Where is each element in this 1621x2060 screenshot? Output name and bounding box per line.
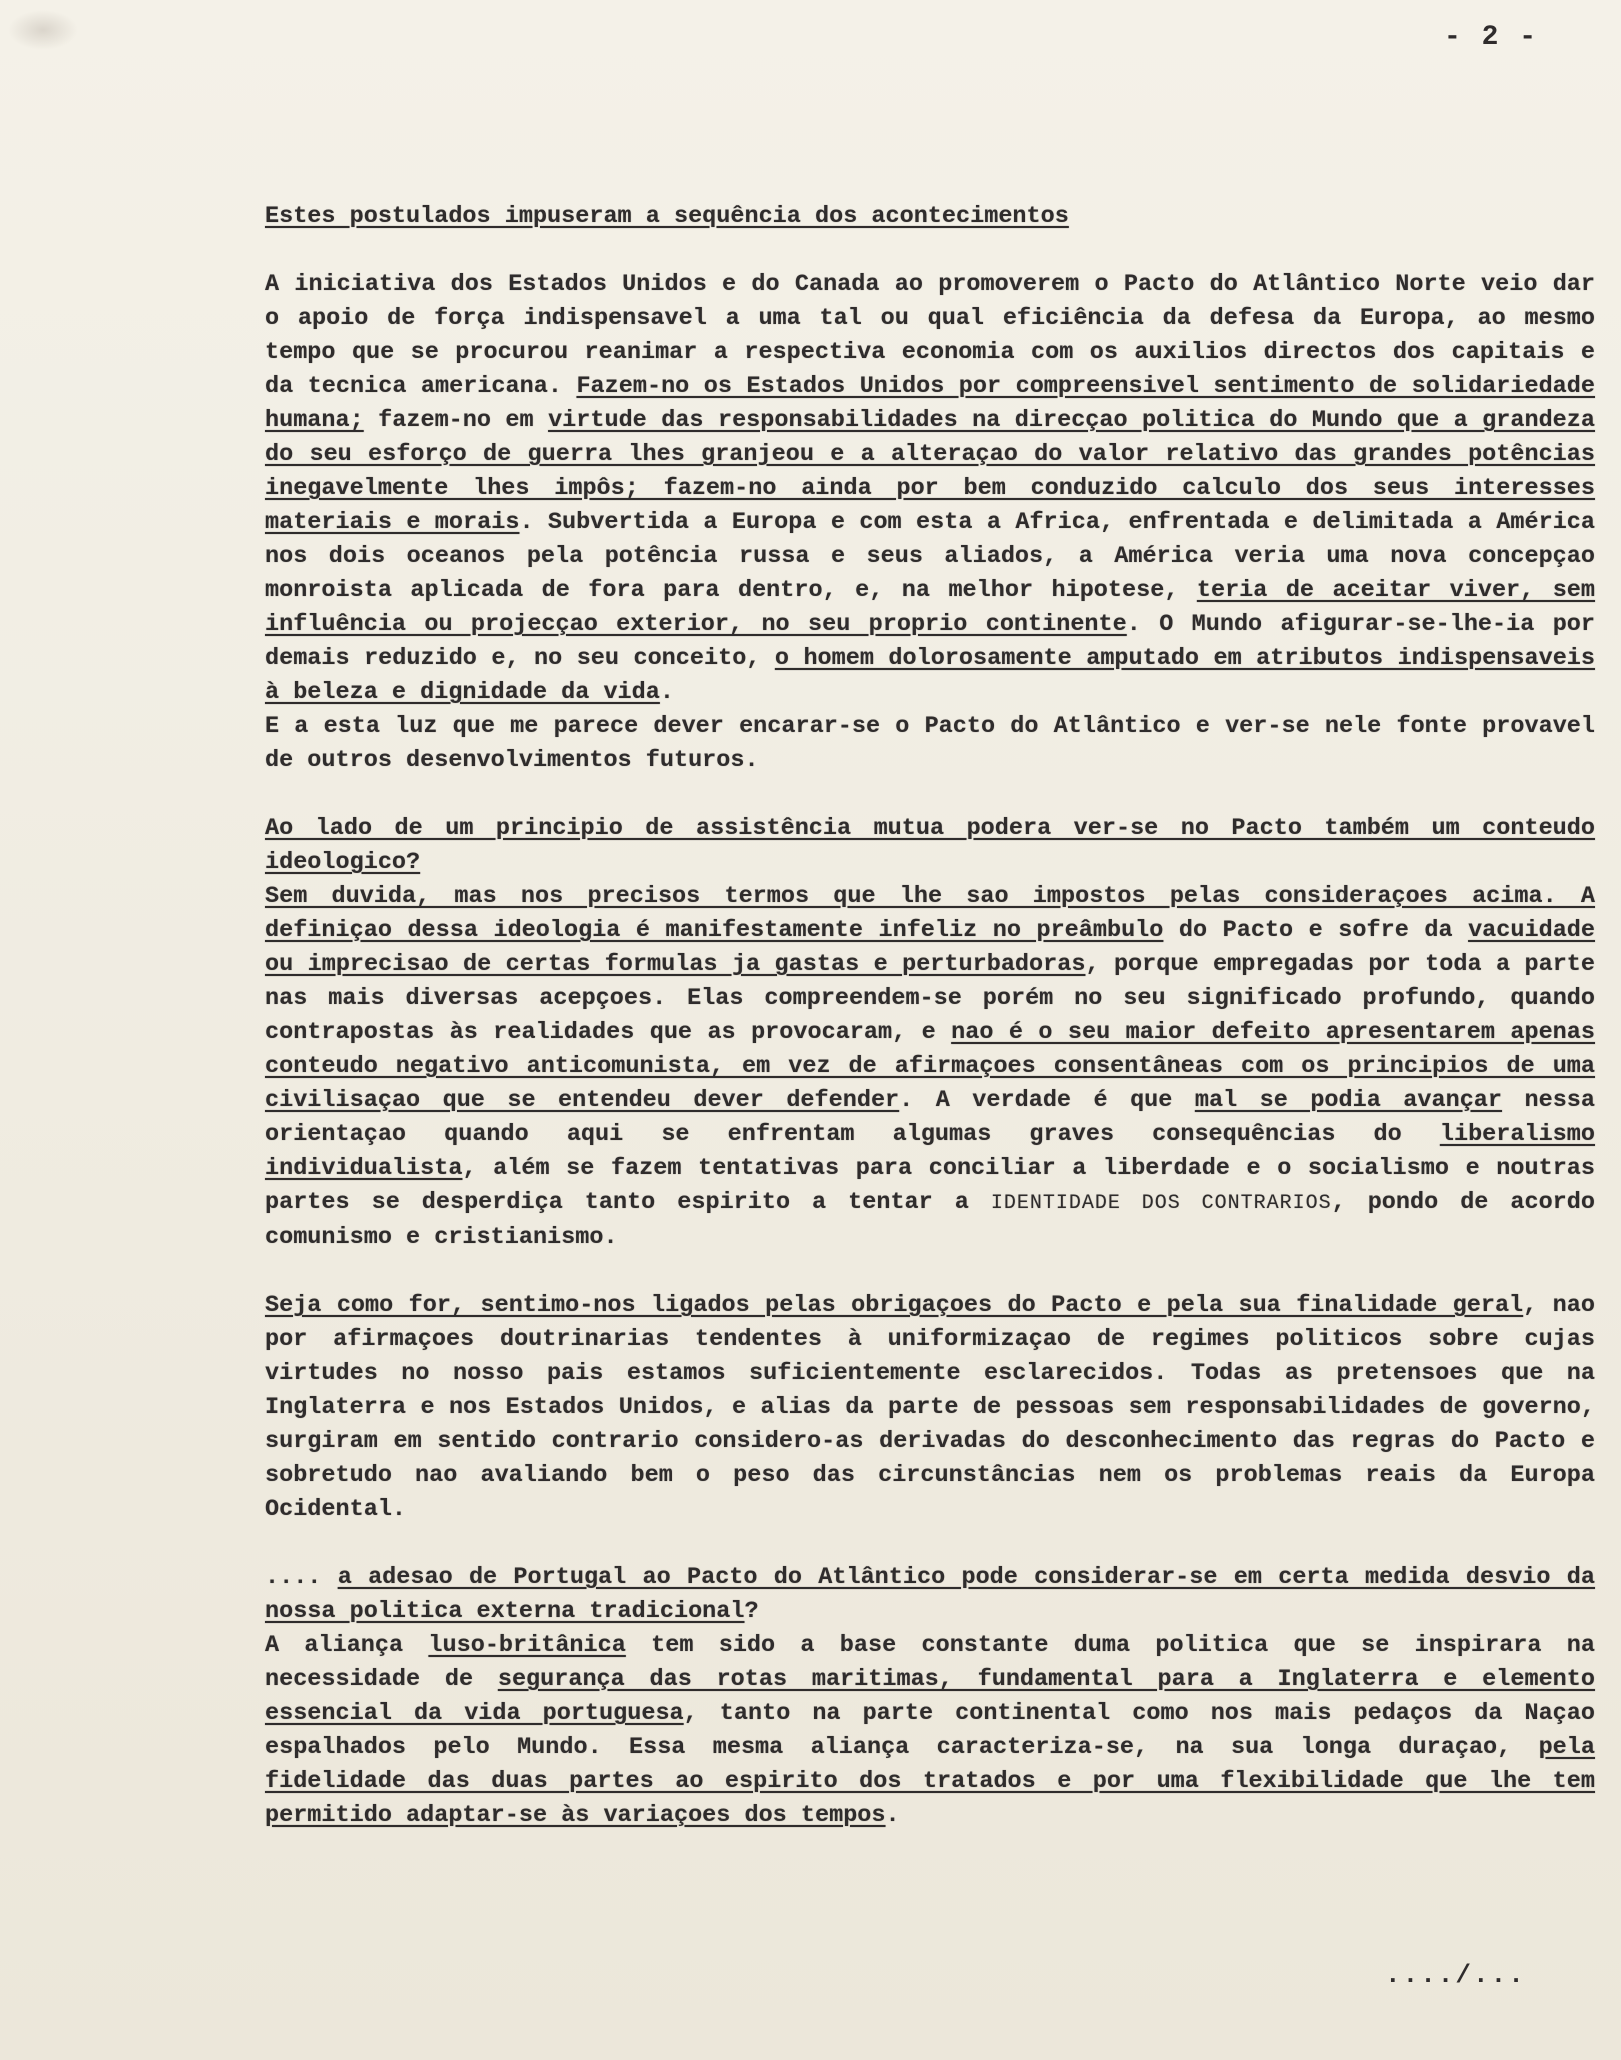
- text-run: , porque empregadas por toda a parte nas mais diversas acepçoes. Elas compreendem-se porém no seu significado profundo, quando contrapostas às realidades que as provocaram, e: [265, 951, 1595, 1046]
- underlined-text: nao é o seu maior defeito apresentarem apenas conteudo negativo anticomunista, em vez de afirmaçoes consentâneas com os principios de uma civilisaçao que se entendeu dever defender: [265, 1019, 1595, 1114]
- paragraph-pacto-atlantico: [265, 268, 1595, 710]
- underlined-text: pela fidelidade das duas partes ao espirito dos tratados e por uma flexibilidade que lhe tem permitido adaptar-se às variaçoes dos tempos: [265, 1734, 1595, 1829]
- continuation-marker: ..../...: [1385, 1960, 1526, 1990]
- text-run: fazem-no em: [363, 407, 549, 434]
- underlined-text: teria de aceitar viver, sem influência ou projecçao exterior, no seu proprio continente: [265, 577, 1596, 638]
- question-text: a adesao de Portugal ao Pacto do Atlântico pode considerar-se em certa medida desvio da nossa politica externa tradicional: [265, 1564, 1595, 1625]
- underlined-text: luso-britânica: [428, 1632, 626, 1659]
- text-run: , além se fazem tentativas para conciliar a liberdade e o socialismo e noutras partes se desperdiça tanto espirito a tentar a: [265, 1155, 1595, 1216]
- paper-smudge: [8, 10, 78, 50]
- text-run: , tanto na parte continental como nos mais pedaços da Naçao espalhados pelo Mundo. Essa mesma aliança caracteriza-se, na sua longa duraçao,: [265, 1700, 1595, 1761]
- underlined-text: liberalismo individualista: [265, 1121, 1595, 1182]
- paragraph-ideologia: [265, 880, 1595, 1255]
- ellipsis-prefix: ....: [265, 1564, 338, 1591]
- underlined-text: virtude das responsabilidades na direcçao politica do Mundo que a grandeza do seu esforço de guerra lhes granjeou e a alteraçao do valor relativo das grandes potências inegavelmente lhes impôs; fazem-no ainda por bem conduzido calculo dos seus interesses materiais e morais: [265, 407, 1595, 536]
- underlined-text: Seja como for, sentimo-nos ligados pelas obrigaçoes do Pacto e pela sua finalidade geral: [265, 1292, 1524, 1319]
- uppercase-phrase: IDENTIDADE DOS CONTRARIOS: [990, 1192, 1332, 1215]
- text-run: A aliança: [265, 1632, 429, 1659]
- question-text: Ao lado de um principio de assistência mutua podera ver-se no Pacto também um conteudo ideologico?: [265, 815, 1595, 876]
- underlined-text: Fazem-no os Estados Unidos por compreensivel sentimento de solidariedade humana;: [265, 373, 1595, 434]
- section-title: Estes postulados impuseram a sequência dos acontecimentos: [265, 203, 1069, 230]
- text-run: nessa orientaçao quando aqui se enfrentam algumas graves consequências do: [265, 1087, 1596, 1148]
- question-mark: ?: [744, 1598, 759, 1625]
- text-run: , pondo de acordo comunismo e cristianismo.: [265, 1189, 1595, 1251]
- text-run: A iniciativa dos Estados Unidos e do Canada ao promoverem o Pacto do Atlântico Norte veio dar o apoio de força indispensavel a uma tal ou qual eficiência da defesa da Europa, ao mesmo tempo que se procurou reanimar a respectiva economia com os auxilios directos dos capitais e da tecnica americana.: [265, 271, 1595, 400]
- document-body: [265, 200, 1595, 1833]
- paragraph-obrigacoes: [265, 1289, 1595, 1527]
- text-run: . O Mundo afigurar-se-lhe-ia por demais reduzido e, no seu conceito,: [265, 611, 1595, 672]
- text-run: . A verdade é que: [899, 1087, 1195, 1114]
- question-adesao: [265, 1561, 1595, 1629]
- text-run: .: [659, 679, 674, 706]
- paragraph-alianca: [265, 1629, 1595, 1833]
- text-run: , nao por afirmaçoes doutrinarias tendentes à uniformizaçao de regimes politicos sobre cujas virtudes no nosso pais estamos suficientemente esclarecidos. Todas as pretensoes que na Inglaterra e nos Estados Unidos, e alias da parte de pessoas sem responsabilidades de governo, surgiram em sentido contrario considero-as derivadas do desconhecimento das regras do Pacto e sobretudo nao avaliando bem o peso das circunstâncias nem os problemas reais da Europa Ocidental.: [265, 1292, 1595, 1523]
- underlined-text: mal se podia avançar: [1194, 1087, 1503, 1114]
- text-run: . Subvertida a Europa e com esta a Africa, enfrentada e delimitada a América nos dois oceanos pela potência russa e seus aliados, a América veria uma nova concepçao monroista aplicada de fora para dentro, e, na melhor hipotese,: [265, 509, 1596, 604]
- underlined-text: segurança das rotas maritimas, fundamental para a Inglaterra e elemento essencial da vida portuguesa: [265, 1666, 1595, 1727]
- underlined-text: o homem dolorosamente amputado em atributos indispensaveis à beleza e dignidade da vida: [265, 645, 1595, 706]
- underlined-text: vacuidade ou imprecisao de certas formulas ja gastas e perturbadoras: [265, 917, 1595, 978]
- text-run: .: [885, 1802, 900, 1829]
- text-run: do Pacto e sofre da: [1163, 917, 1469, 944]
- question-ideologia: [265, 812, 1595, 880]
- paragraph-conclusion: E a esta luz que me parece dever encarar-se o Pacto do Atlântico e ver-se nele fonte provavel de outros desenvolvimentos futuros.: [265, 713, 1595, 774]
- text-run: tem sido a base constante duma politica que se inspirara na necessidade de: [265, 1632, 1596, 1693]
- page-number: - 2 -: [1444, 22, 1539, 53]
- underlined-text: Sem duvida, mas nos precisos termos que lhe sao impostos pelas consideraçoes acima. A definiçao dessa ideologia é manifestamente infeliz no preâmbulo: [265, 883, 1595, 944]
